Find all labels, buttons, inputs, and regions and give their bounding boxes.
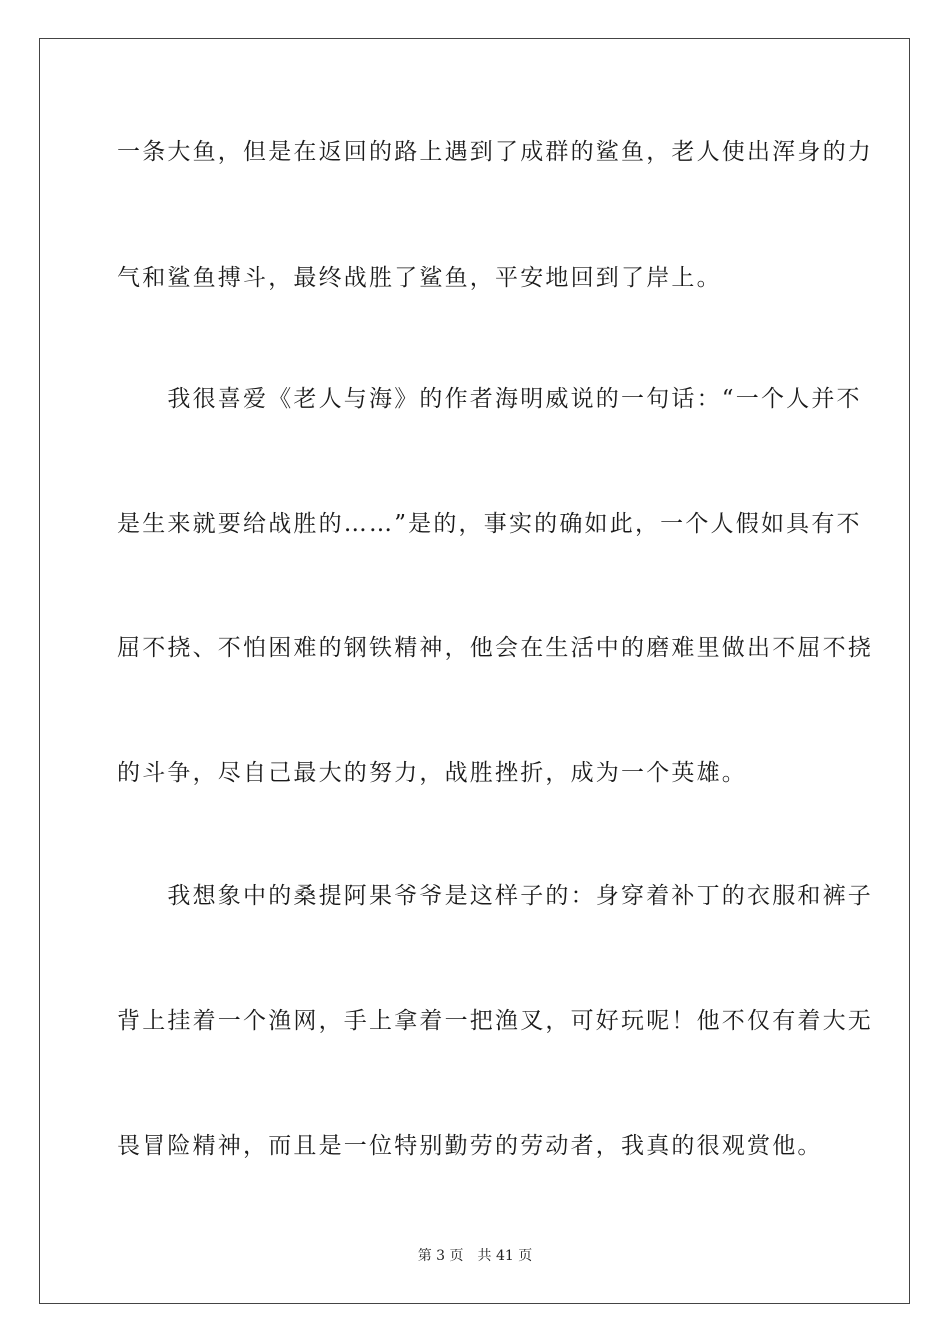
text-line-4: 是生来就要给战胜的……”是的，事实的确如此，一个人假如具有不 <box>117 511 862 537</box>
text-line-9: 畏冒险精神，而且是一位特别勤劳的劳动者，我真的很观赏他。 <box>117 1133 823 1159</box>
text-line-7: 我想象中的桑提阿果爷爷是这样子的：身穿着补丁的衣服和裤子 <box>117 883 873 909</box>
text-line-6: 的斗争，尽自己最大的努力，战胜挫折，成为一个英雄。 <box>117 760 747 786</box>
page-number-footer: 第 3 页 共 41 页 <box>417 1248 533 1264</box>
text-line-1: 一条大鱼，但是在返回的路上遇到了成群的鲨鱼，老人使出浑身的力 <box>117 139 873 165</box>
text-line-3: 我很喜爱《老人与海》的作者海明威说的一句话：“一个人并不 <box>117 386 862 412</box>
text-line-5: 屈不挠、不怕困难的钢铁精神，他会在生活中的磨难里做出不屈不挠 <box>117 635 873 661</box>
text-line-2: 气和鲨鱼搏斗，最终战胜了鲨鱼，平安地回到了岸上。 <box>117 265 722 291</box>
page-frame <box>39 38 910 1304</box>
text-line-8: 背上挂着一个渔网，手上拿着一把渔叉，可好玩呢！他不仅有着大无 <box>117 1008 873 1034</box>
